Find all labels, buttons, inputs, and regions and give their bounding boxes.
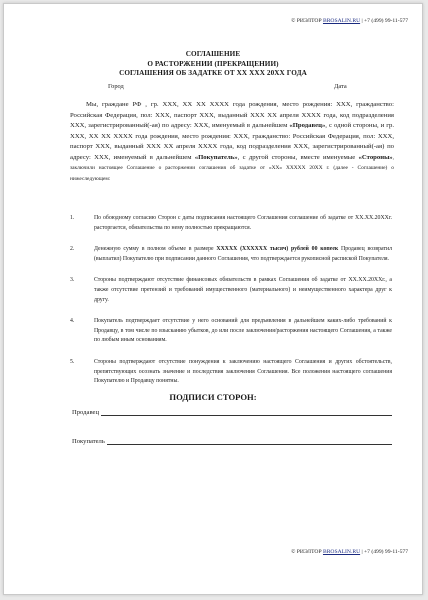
header-phone: | +7 (499) 99-11-577	[360, 18, 408, 24]
header-site-link[interactable]: BROSALIN.RU	[322, 18, 361, 24]
item-number: 2.	[70, 246, 75, 253]
page-footer	[291, 549, 408, 555]
intro-buyer: «Покупатель»	[194, 153, 238, 161]
list-item	[70, 214, 392, 233]
list-item	[70, 358, 392, 387]
item-text-pre: Денежную сумму в полном объеме в размере	[94, 246, 217, 253]
terms-list	[70, 214, 392, 399]
list-item	[70, 276, 392, 305]
buyer-signature-line[interactable]	[107, 437, 392, 445]
list-item	[70, 317, 392, 346]
buyer-signature-label: Покупатель	[72, 438, 105, 445]
intro-text-4: , заключили настоящее Соглашение о расторжении соглашения об задатке от «ХХ» ХХХХХ 20ХХ г. (далее - Соглашение) о нижеследующем:	[70, 154, 395, 182]
document-title	[4, 50, 422, 79]
item-text: Покупатель подтверждает отсутствие у него оснований для предъявления в дальнейшем каких-либо требований к Продавцу, в том числе по взысканию убытков, до или после заключения/расторжения настоящего Соглашения, а также по любым иным основаниям.	[94, 318, 392, 344]
place-label: Город	[108, 83, 124, 90]
date-label: Дата	[334, 83, 347, 90]
item-text: По обоюдному согласию Сторон с даты подписания настоящего Соглашения соглашение об задатке от ХХ.ХХ.20ХХг. расторгается, обязательства по нему полностью прекращаются.	[94, 215, 392, 231]
title-line-3: СОГЛАШЕНИЯ ОБ ЗАДАТКЕ ОТ ХХ ХХХ 20ХХ ГОДА	[119, 69, 307, 77]
seller-signature-row	[72, 408, 392, 416]
item-text: Стороны подтверждают отсутствие финансовых обязательств в рамках Соглашения об задатке от ХХ.ХХ.20ХХг., а также отсутствие претензий и требований имущественного (материального) и неимущественного характера друг к другу.	[94, 277, 392, 303]
footer-prefix: © РИЭЛТОР	[291, 549, 323, 555]
intro-text-3: , с другой стороны, вместе именуемые	[237, 153, 359, 161]
document-page	[3, 3, 423, 595]
seller-signature-line[interactable]	[101, 408, 392, 416]
page-header	[291, 18, 408, 24]
intro-paragraph	[70, 100, 394, 184]
buyer-signature-row	[72, 437, 392, 445]
item-amount: ХХХХХ (ХХХХХХ тысяч) рублей 00 копеек	[216, 246, 339, 253]
intro-seller: «Продавец»	[289, 122, 326, 129]
footer-phone: | +7 (499) 99-11-577	[360, 549, 408, 555]
item-number: 5.	[70, 358, 75, 365]
intro-parties: «Стороны»	[358, 153, 393, 161]
item-text: Стороны подтверждают отсутствие понуждения к заключению настоящего Соглашения и других обстоятельств, препятствующих осознать значение и последствия заключения Соглашения. Все положения настоящего соглашения Покупателю и Продавцу понятны.	[94, 358, 392, 385]
item-number: 4.	[70, 318, 75, 325]
item-text-post: Продавец возвратил (выплатил) Покупателю при подписании данного Соглашения, что подтверждается рукописной распиской Покупателя.	[94, 246, 392, 262]
list-item	[70, 245, 392, 264]
intro-text-2: , с одной стороны, и гр. ХХХ, ХХ ХХ ХХХХ года рождения, место рождения: ХХХ, гражданство: Российская Федерация, пол: ХХХ, паспорт ХХХ, выданный ХХХ ХХ апреля ХХХХ года, код подразделения ХХХ, зарегистрированный(-ая) по адресу: ХХХ, именуемый в дальнейшем	[70, 122, 394, 161]
header-prefix: © РИЭЛТОР	[291, 18, 323, 24]
title-line-2: О РАСТОРЖЕНИИ (ПРЕКРАЩЕНИИ)	[147, 59, 279, 68]
intro-text-1: Мы, граждане РФ , гр. ХХХ, ХХ ХХ ХХХХ года рождения, место рождения: ХХХ, гражданство: Российская Федерация, пол: ХХХ, паспорт ХХХ, выданный ХХХ ХХ апреля ХХХХ года, код подразделения ХХХ, зарегистрированный(-ая) по адресу: ХХХ, именуемый в дальнейшем	[70, 101, 394, 129]
footer-site-link[interactable]: BROSALIN.RU	[322, 549, 361, 555]
seller-signature-label: Продавец	[72, 409, 99, 416]
item-number: 1.	[70, 215, 75, 221]
signatures-title: ПОДПИСИ СТОРОН:	[169, 392, 257, 402]
title-line-1: СОГЛАШЕНИЕ	[185, 50, 241, 58]
item-number: 3.	[70, 277, 75, 284]
